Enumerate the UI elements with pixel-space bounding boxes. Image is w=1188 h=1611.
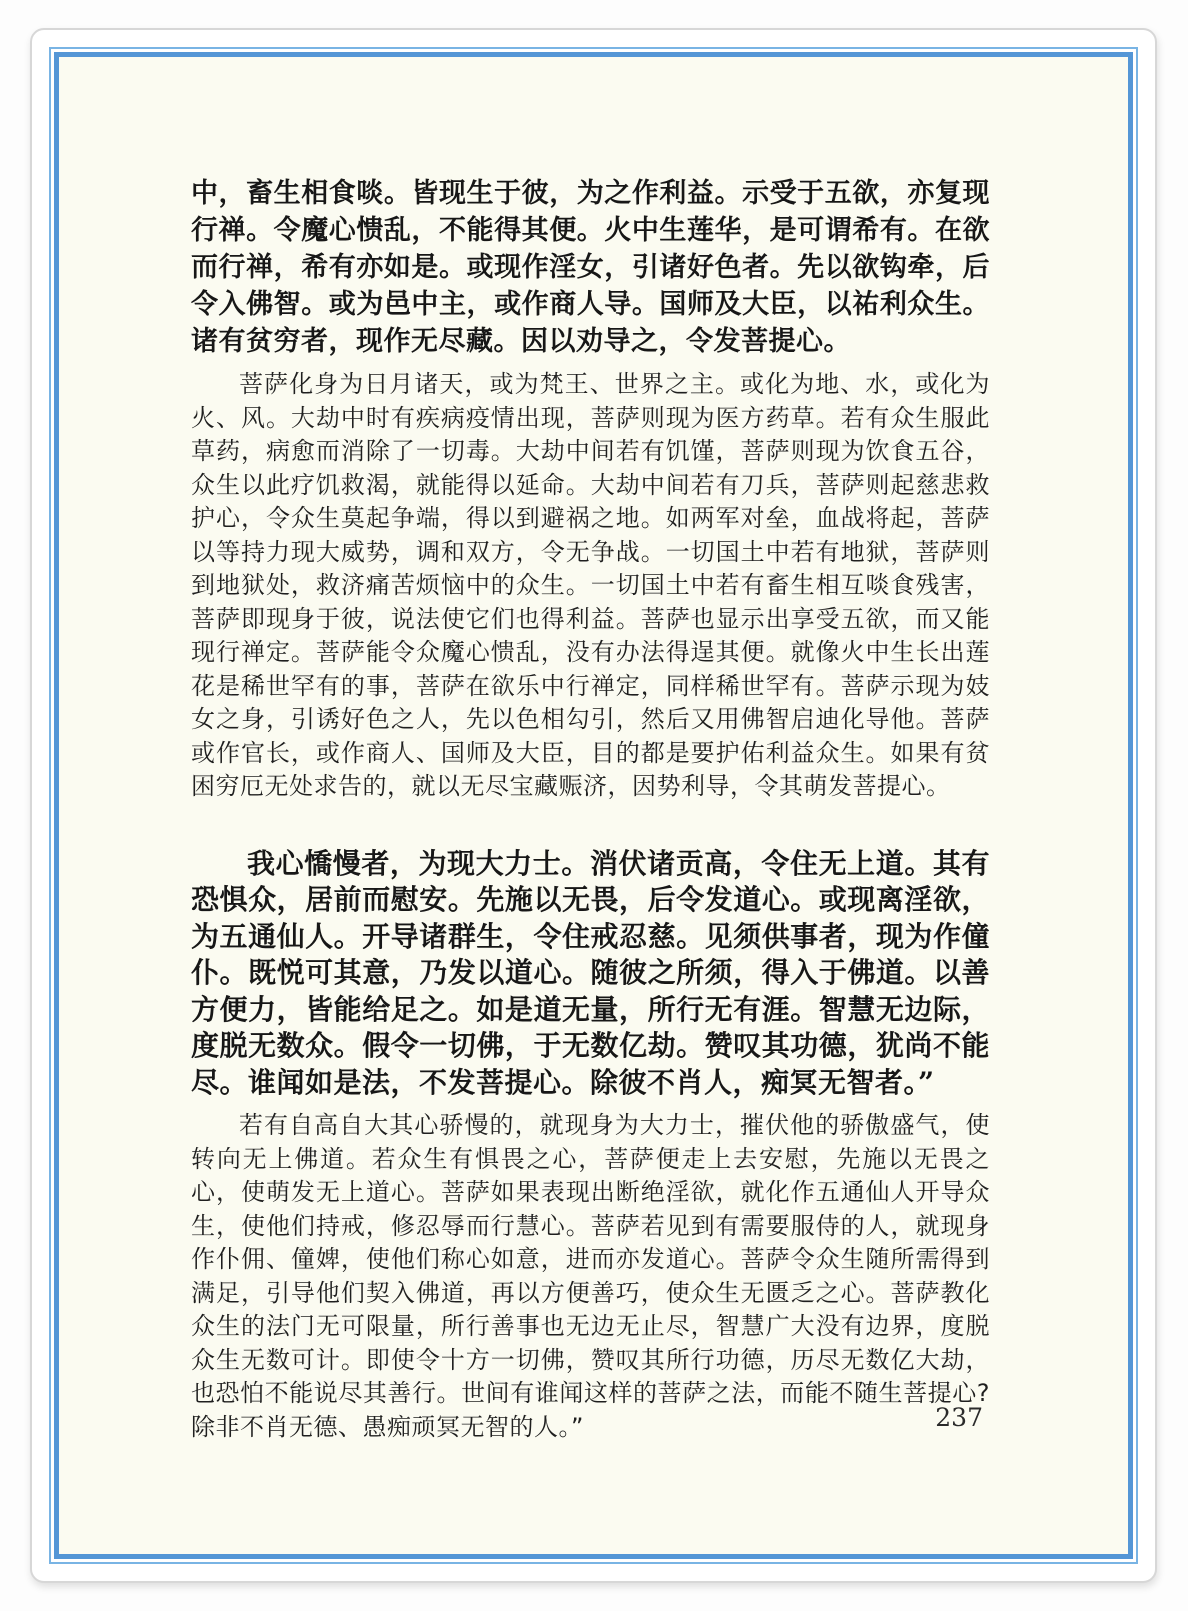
translation-paragraph-1: 菩萨化身为日月诸天，或为梵王、世界之主。或化为地、水，或化为火、风。大劫中时有疾病疫情出现，菩萨则现为医方药草。若有众生服此草药，病愈而消除了一切毒。大劫中间若有饥馑，菩萨则现为饮食五谷，众生以此疗饥救渴，就能得以延命。大劫中间若有刀兵，菩萨则起慈悲救护心，令众生莫起争端，得以到避祸之地。如两军对垒，血战将起，菩萨以等持力现大威势，调和双方，令无争战。一切国土中若有地狱，菩萨则到地狱处，救济痛苦烦恼中的众生。一切国土中若有畜生相互啖食残害，菩萨即现身于彼，说法使它们也得利益。菩萨也显示出享受五欲，而又能现行禅定。菩萨能令众魔心愦乱，没有办法得逞其便。就像火中生长出莲花是稀世罕有的事，菩萨在欲乐中行禅定，同样稀世罕有。菩萨示现为妓女之身，引诱好色之人，先以色相勾引，然后又用佛智启迪化导他。菩萨或作官长，或作商人、国师及大臣，目的都是要护佑利益众生。如果有贫困穷厄无处求告的，就以无尽宝藏赈济，因势利导，令其萌发菩提心。 bbox=[191, 370, 990, 800]
classical-verse-paragraph: 我心憍慢者，为现大力士。消伏诸贡高，令住无上道。其有恐惧众，居前而慰安。先施以无畏，后令发道心。或现离淫欲，为五通仙人。开导诸群生，令住戒忍慈。见须供事者，现为作僮仆。既悦可其意，乃发以道心。随彼之所须，得入于佛道。以善方便力，皆能给足之。如是道无量，所行无有涯。智慧无边际，度脱无数众。假令一切佛，于无数亿劫。赞叹其功德，犹尚不能尽。谁闻如是法，不发菩提心。除彼不肖人，痴冥无智者。” bbox=[191, 846, 990, 1099]
translation-paragraph-2: 若有自高自大其心骄慢的，就现身为大力士，摧伏他的骄傲盛气，使转向无上佛道。若众生有惧畏之心，菩萨便走上去安慰，先施以无畏之心，使萌发无上道心。菩萨如果表现出断绝淫欲，就化作五通仙人开导众生，使他们持戒，修忍辱而行慧心。菩萨若见到有需要服侍的人，就现身作仆佣、僮婢，使他们称心如意，进而亦发道心。菩萨令众生随所需得到满足，引导他们契入佛道，再以方便善巧，使众生无匮乏之心。菩萨教化众生的法门无可限量，所行善事也无边无止尽，智慧广大没有边界，度脱众生无数可计。即使令十方一切佛，赞叹其所行功德，历尽无数亿大劫，也恐怕不能说尽其善行。世间有谁闻这样的菩萨之法，而能不随生菩提心? 除非不肖无德、愚痴顽冥无智的人。” bbox=[191, 1111, 990, 1441]
classical-quote-paragraph: 中，畜生相食啖。皆现生于彼，为之作利益。示受于五欲，亦复现行禅。令魔心愦乱，不能得其便。火中生莲华，是可谓希有。在欲而行禅，希有亦如是。或现作淫女，引诸好色者。先以欲钩牵，后令入佛智。或为邑中主，或作商人导。国师及大臣，以祐利众生。诸有贫穷者，现作无尽藏。因以劝导之，令发菩提心。 bbox=[191, 178, 990, 357]
page-number: 237 bbox=[935, 1403, 983, 1432]
page-paper bbox=[59, 57, 1128, 1554]
book-page-card bbox=[30, 28, 1157, 1583]
decorative-frame-outer bbox=[49, 47, 1138, 1564]
decorative-frame-inner bbox=[54, 52, 1133, 1559]
